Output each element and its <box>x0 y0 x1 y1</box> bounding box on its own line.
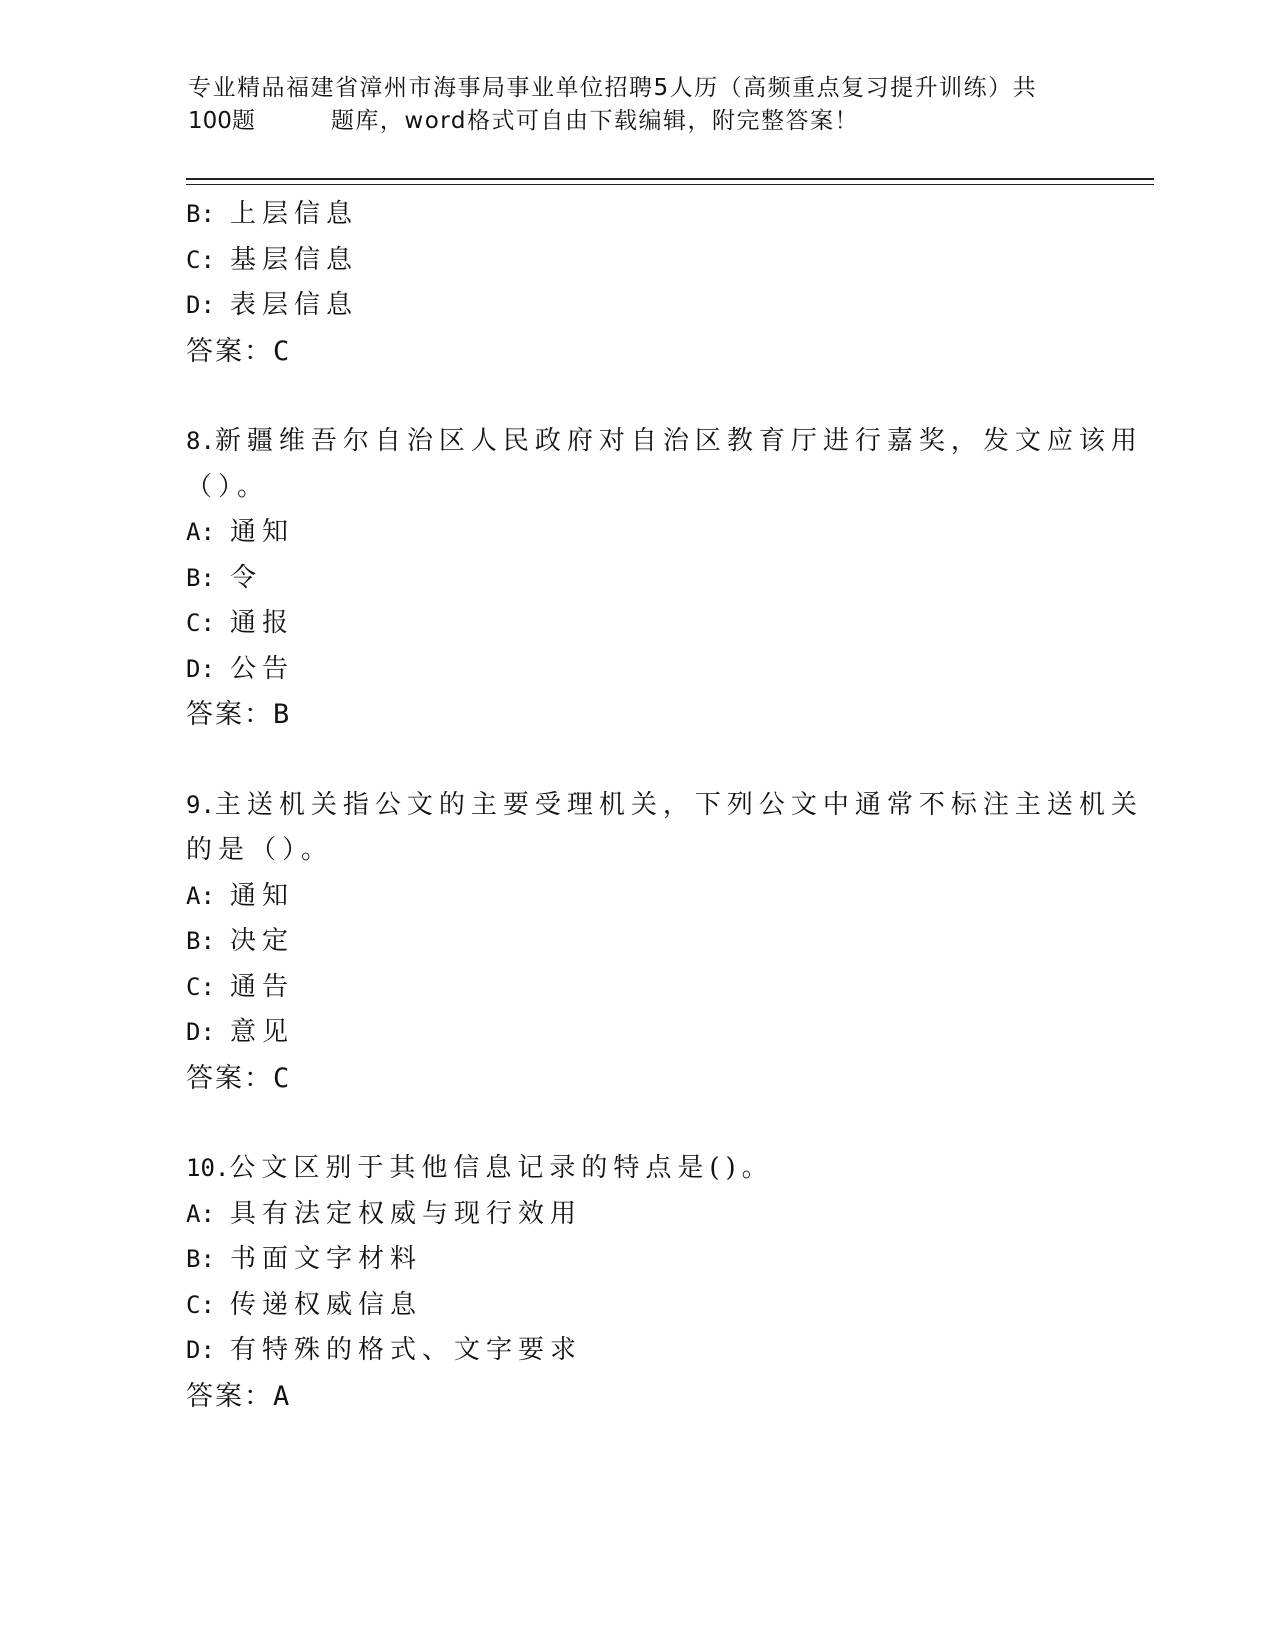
option-letter: B: <box>186 563 215 592</box>
question-stem <box>186 1146 1086 1192</box>
option-text: 意见 <box>230 1017 295 1047</box>
option-row <box>186 556 1086 602</box>
option-row <box>186 510 1086 556</box>
option-row <box>186 1192 1086 1238</box>
question-content <box>186 192 1143 1419</box>
answer-value: B <box>273 699 290 730</box>
option-text: 通知 <box>230 517 295 547</box>
question-number: 8. <box>186 427 215 455</box>
answer-value: C <box>273 1062 290 1094</box>
header-line-2 <box>188 105 1068 138</box>
option-row <box>186 601 1086 647</box>
question-number: 10. <box>186 1154 230 1182</box>
option-row <box>186 192 1086 238</box>
option-text: 书面文字材料 <box>230 1244 423 1274</box>
document-header <box>188 72 1068 138</box>
option-letter: B: <box>186 1245 215 1273</box>
question-stem-line-1: 公文区别于其他信息记录的特点是()。 <box>229 1153 774 1183</box>
question-stem-line-1: 新疆维吾尔自治区人民政府对自治区教育厅进行嘉奖，发文应该用 <box>214 426 1143 456</box>
answer-label: 答案： <box>186 1062 273 1094</box>
option-text: 公告 <box>230 653 295 684</box>
header-description: 题库，word格式可自由下载编辑，附完整答案！ <box>330 108 859 134</box>
option-row <box>186 1328 1086 1374</box>
answer-row <box>186 1056 1086 1102</box>
option-text: 决定 <box>230 926 295 956</box>
option-text: 表层信息 <box>230 290 359 320</box>
option-letter: C: <box>186 1290 215 1319</box>
answer-row <box>186 329 1086 375</box>
question-8-block <box>186 419 1143 738</box>
option-row <box>186 1237 1086 1283</box>
option-letter: C: <box>186 972 215 1001</box>
option-letter: D: <box>186 1018 215 1046</box>
option-row <box>186 238 1086 284</box>
answer-row <box>186 692 1086 738</box>
option-row <box>186 965 1086 1011</box>
question-10-block <box>186 1146 1086 1419</box>
question-stem-line-2: 的是（）。 <box>186 835 334 865</box>
option-text: 有特殊的格式、文字要求 <box>230 1335 583 1365</box>
header-divider-top <box>186 178 1154 180</box>
option-letter: D: <box>186 654 215 683</box>
option-row <box>186 874 1086 920</box>
option-letter: B: <box>186 200 215 228</box>
option-row <box>186 1283 1086 1329</box>
option-letter: A: <box>186 1199 215 1228</box>
option-text: 具有法定权威与现行效用 <box>230 1198 583 1229</box>
question-number: 9. <box>186 790 215 819</box>
question-stem-line-2: （）。 <box>186 471 270 502</box>
answer-label: 答案： <box>186 699 273 730</box>
option-text: 通报 <box>230 608 295 638</box>
option-text: 传递权威信息 <box>230 1289 423 1320</box>
option-row <box>186 647 1086 693</box>
option-row <box>186 919 1086 965</box>
option-text: 基层信息 <box>230 244 359 275</box>
header-count: 100题 <box>188 108 255 134</box>
header-divider-bottom <box>186 184 1154 185</box>
option-row <box>186 1010 1086 1056</box>
answer-label: 答案： <box>186 335 273 367</box>
option-text: 上层信息 <box>230 199 359 229</box>
option-letter: A: <box>186 881 215 910</box>
option-letter: D: <box>186 291 215 319</box>
answer-row <box>186 1374 1086 1420</box>
question-stem <box>186 783 1143 829</box>
option-text: 通告 <box>230 971 295 1002</box>
answer-label: 答案： <box>186 1380 273 1412</box>
option-letter: D: <box>186 1336 215 1364</box>
answer-value: C <box>273 335 290 367</box>
question-stem-line-1: 主送机关指公文的主要受理机关，下列公文中通常不标注主送机关 <box>214 789 1143 820</box>
header-line-1: 专业精品福建省漳州市海事局事业单位招聘5人历（高频重点复习提升训练）共 <box>188 75 1038 101</box>
option-text: 通知 <box>230 880 295 911</box>
question-9-block <box>186 783 1143 1102</box>
answer-value: A <box>273 1380 290 1412</box>
option-text: 令 <box>230 562 263 593</box>
option-letter: C: <box>186 245 215 274</box>
option-letter: A: <box>186 518 215 546</box>
option-letter: C: <box>186 609 215 637</box>
option-letter: B: <box>186 927 215 955</box>
option-row <box>186 283 1086 329</box>
prev-question-block <box>186 192 1086 374</box>
question-stem <box>186 419 1143 465</box>
